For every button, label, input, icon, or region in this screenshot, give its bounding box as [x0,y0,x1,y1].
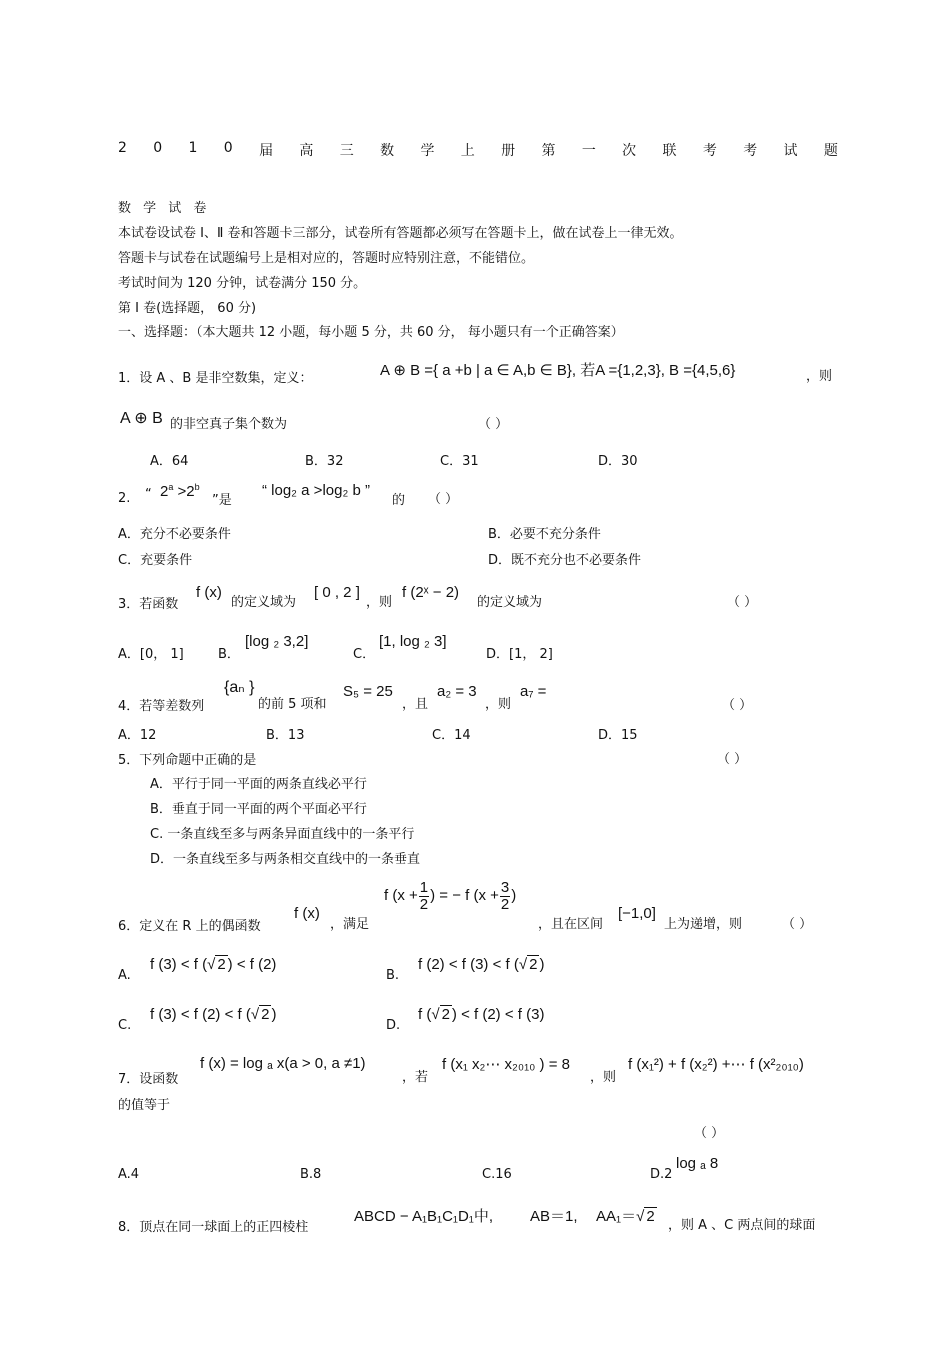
sqrt-radicand: 2 [646,1208,655,1225]
title-char: 高 [299,143,314,159]
q8-prism: ABCD − A₁B₁C₁D₁中, [354,1208,494,1225]
title-char: 三 [339,143,354,159]
q1-option-b: B．32 [305,454,344,469]
q8-ab: AB＝1, [530,1208,578,1225]
title-char: 题 [823,143,838,159]
q2-suffix: 的 [392,493,406,508]
q2-option-c: C．充要条件 [118,553,193,568]
q2-cmp: >2 [173,483,195,500]
title-char: 册 [501,143,516,159]
sqrt-radicand: 2 [217,956,226,973]
math-text: ) < f (2) < f (3) [451,1006,545,1023]
q6-function: f (x) [294,905,320,922]
q3-stem: 3．若函数 [118,597,179,612]
q4-a2: a₂ = 3 [437,683,477,700]
q2-option-b: B．必要不充分条件 [488,527,601,542]
q1-suffix: ，则 [806,369,833,384]
q3-function: f (x) [196,584,222,601]
q2-formula: “ log₂ a >log₂ b ” [262,482,370,499]
title-char: 数 [380,143,395,159]
q6-eq-right: ) [511,887,517,905]
answer-paren: （ ） [717,752,748,767]
q7-text: ，若 [402,1070,429,1085]
q4-option-a: A．12 [118,728,157,743]
title-char: 届 [259,143,274,159]
q3-domain: [ 0 , 2 ] [314,584,360,601]
title-char: 次 [622,143,637,159]
fraction-denominator: 2 [419,895,429,913]
q6-interval: [−1,0] [618,905,656,922]
q6-text: 上为递增，则 [664,917,743,932]
q4-option-b: B．13 [266,728,305,743]
title-char: 考 [702,143,717,159]
q8-aa1: AA₁＝√ 2 [596,1208,655,1225]
q6-option-d-label: D. [386,1018,401,1033]
q6-option-c-label: C. [118,1018,132,1033]
q4-sum: S₅ = 25 [343,683,393,700]
q6-eq-left: f (x + [384,887,418,905]
q7-option-b: B.8 [300,1167,322,1182]
fraction [500,880,510,913]
math-text: f (2) < f (3) < f ( [418,956,519,973]
q5-stem: 5．下列命题中正确的是 [118,753,257,768]
title-char: 0 [223,140,233,156]
q7-sum: f (x₁²) + f (x₂²) +⋯ f (x²₂₀₁₀) [628,1056,804,1073]
q5-option-c: C. 一条直线至多与两条异面直线中的一条平行 [150,827,415,842]
q1-option-d: D．30 [598,454,638,469]
q7-condition: f (x₁ x₂⋯ x₂₀₁₀ ) = 8 [442,1056,570,1073]
q3-composite-function: f (2ˣ − 2) [402,584,460,601]
q8-stem: 8．顶点在同一球面上的正四棱柱 [118,1220,309,1235]
q6-text: ，满足 [330,917,370,932]
q2-option-a: A．充分不必要条件 [118,527,231,542]
answer-paren: （ ） [428,492,459,507]
document-title [118,140,838,160]
sqrt-radicand: 2 [261,1006,270,1023]
fraction [419,880,429,913]
q2-close-quote: ”是 [212,493,232,508]
q5-option-b: B．垂直于同一平面的两个平面必平行 [150,802,367,817]
q6-stem: 6．定义在 R 上的偶函数 [118,919,261,934]
q7-stem-cont: 的值等于 [118,1098,171,1113]
subtitle: 数 学 试 卷 [118,201,211,216]
q2-exp-b: b [194,482,200,492]
answer-paren: （ ） [782,917,813,932]
q3-text: ，则 [366,595,393,610]
math-text: ) < f (2) [227,956,277,973]
q3-option-c-label: C． [353,647,376,662]
q4-a7: a₇ = [520,683,547,700]
q3-option-a: A．[0， 1] [118,647,184,662]
q2-option-d: D．既不充分也不必要条件 [488,553,642,568]
answer-paren: （ ） [722,698,753,713]
q7-option-d-math: log ₐ 8 [676,1155,719,1172]
q4-stem: 4．若等差数列 [118,699,205,714]
q1-stem: 1．设 A 、B 是非空数集，定义： [118,371,313,386]
title-char: 2 [118,140,127,156]
math-text: ) [539,956,545,973]
q1-stem-cont: 的非空真子集个数为 [170,417,288,432]
title-char: 0 [153,140,163,156]
q6-equation [384,880,516,913]
q3-text: 的定义域为 [231,595,297,610]
q1-set-expr: A ⊕ B [120,410,163,427]
q4-option-d: D．15 [598,728,638,743]
math-text: f (3) < f ( [150,956,208,973]
intro-line: 答题卡与试卷在试题编号上是相对应的，答题时应特别注意，不能错位。 [118,251,535,266]
q6-option-c: f (3) < f (2) < f (√ 2 ) [150,1006,277,1023]
q7-stem: 7．设函数 [118,1072,179,1087]
q4-text: ，且 [402,697,429,712]
intro-line: 考试时间为 120 分钟，试卷满分 150 分。 [118,276,367,291]
q2-condition [160,482,200,500]
title-char: 第 [541,143,556,159]
title-char: 试 [783,143,798,159]
q3-option-b-label: B． [218,647,240,662]
q3-option-b-math: [log ₂ 3,2] [245,633,309,650]
q3-option-c-math: [1, log ₂ 3] [379,633,447,650]
fraction-numerator: 3 [500,879,510,896]
answer-paren: （ ） [478,417,509,432]
q6-option-b-label: B. [386,968,400,983]
title-char: 学 [420,143,435,159]
math-text: ) [271,1006,277,1023]
q2-number: 2. [118,491,131,506]
q6-text: ，且在区间 [538,917,604,932]
math-text: f ( [418,1006,432,1023]
title-char: 1 [188,140,198,156]
q8-suffix: ，则 A 、C 两点间的球面 [668,1218,816,1233]
title-char: 联 [662,143,677,159]
q6-option-d: f (√ 2 ) < f (2) < f (3) [418,1006,545,1023]
q4-sequence: {aₙ } [224,679,255,696]
q2-exp-a: a [168,482,174,492]
title-char: 考 [743,143,758,159]
q4-text: 的前 5 项和 [258,697,327,712]
q4-option-c: C．14 [432,728,471,743]
intro-line: 本试卷设试卷 Ⅰ、Ⅱ 卷和答题卡三部分，试卷所有答题都必须写在答题卡上，做在试卷上一律无效。 [118,226,683,241]
q1-option-a: A．64 [150,454,189,469]
q7-option-c: C.16 [482,1167,512,1182]
answer-paren: （ ） [694,1126,725,1141]
q6-option-a: f (3) < f (√ 2 ) < f (2) [150,956,277,973]
section-heading: 第 Ⅰ 卷(选择题， 60 分) [118,301,257,316]
q7-option-d-label: D.2 [650,1167,673,1182]
title-char: 上 [460,143,475,159]
q6-option-b: f (2) < f (3) < f (√ 2 ) [418,956,545,973]
math-text: f (3) < f (2) < f ( [150,1006,251,1023]
q7-option-a: A.4 [118,1167,140,1182]
fraction-denominator: 2 [500,895,510,913]
q7-text: ，则 [590,1070,617,1085]
q6-eq-mid: ) = − f (x + [430,887,499,905]
sqrt-radicand: 2 [529,956,538,973]
math-text: AA₁＝ [596,1208,637,1225]
q2-open-quote: “ [145,487,152,502]
q1-option-c: C．31 [440,454,479,469]
q4-text: ，则 [485,697,512,712]
q7-function: f (x) = log ₐ x(a > 0, a ≠1) [200,1055,366,1072]
q1-formula: A ⊕ B ={ a +b | a ∈ A,b ∈ B}, 若A ={1,2,3}, B ={4,5,6} [380,362,736,379]
q5-option-a: A．平行于同一平面的两条直线必平行 [150,777,367,792]
q2-base: 2 [160,483,169,500]
sqrt-radicand: 2 [441,1006,450,1023]
q6-option-a-label: A. [118,968,131,983]
title-char: 一 [581,143,596,159]
q3-text: 的定义域为 [477,595,543,610]
q3-option-d: D．[1， 2] [486,647,553,662]
answer-paren: （ ） [727,595,758,610]
fraction-numerator: 1 [419,879,429,896]
section-instructions: 一、选择题：（本大题共 12 小题，每小题 5 分，共 60 分， 每小题只有一个正确答案） [118,325,624,340]
q5-option-d: D．一条直线至多与两条相交直线中的一条垂直 [150,852,421,867]
